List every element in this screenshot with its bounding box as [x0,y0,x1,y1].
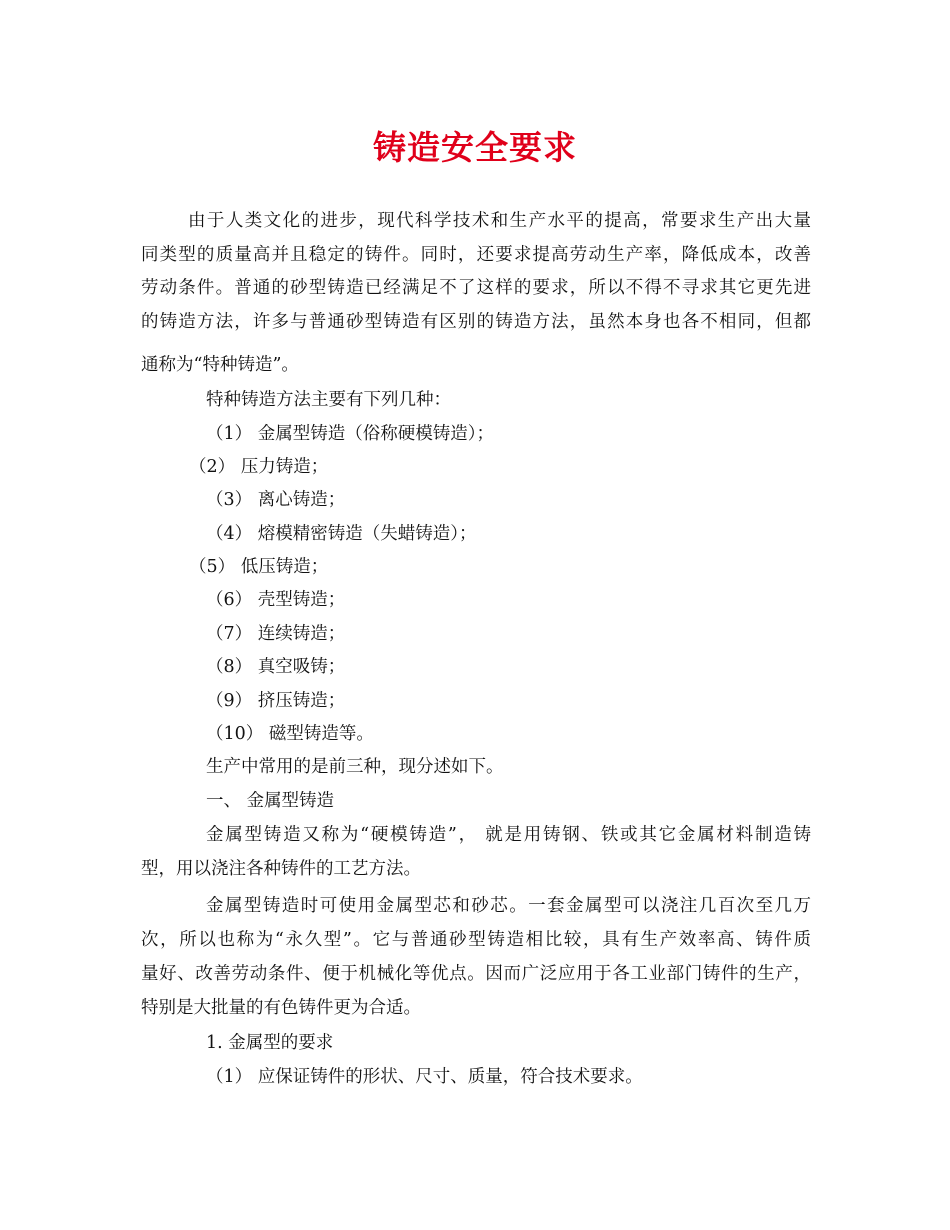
method-item-2: （2） 压力铸造； [189,457,329,477]
method-item-5: （5） 低压铸造； [189,557,329,577]
intro-line-4: 的铸造方法，许多与普通砂型铸造有区别的铸造方法，虽然本身也各不相同，但都 [141,312,811,332]
method-item-6: （6） 壳型铸造； [206,590,346,610]
section-heading-1: 一、 金属型铸造 [206,791,335,811]
method-item-8: （8） 真空吸铸； [206,657,346,677]
document-title: 铸造安全要求 [373,128,577,167]
intro-line-5: 通称为“特种铸造”。 [141,355,299,375]
intro-line-1: 由于人类文化的进步，现代科学技术和生产水平的提高，常要求生产出大量 [188,211,811,231]
subheading-1: 1. 金属型的要求 [206,1033,334,1053]
para2-line-2: 次，所以也称为“永久型”。它与普通砂型铸造相比较，具有生产效率高、铸件质 [141,930,811,950]
method-item-10: （10） 磁型铸造等。 [206,724,374,744]
method-item-9: （9） 挤压铸造； [206,691,346,711]
intro-line-3: 劳动条件。普通的砂型铸造已经满足不了这样的要求，所以不得不寻求其它更先进 [141,278,811,298]
method-item-7: （7） 连续铸造； [206,624,346,644]
para2-line-3: 量好、改善劳动条件、便于机械化等优点。因而广泛应用于各工业部门铸件的生产， [141,964,811,984]
para1-line-1: 金属型铸造又称为“硬模铸造”， 就是用铸钢、铁或其它金属材料制造铸 [206,825,811,845]
para1-line-2: 型，用以浇注各种铸件的工艺方法。 [141,859,421,879]
para2-line-4: 特别是大批量的有色铸件更为合适。 [141,998,421,1018]
para2-line-1: 金属型铸造时可使用金属型芯和砂芯。一套金属型可以浇注几百次至几万 [206,896,811,916]
common-note: 生产中常用的是前三种，现分述如下。 [206,757,504,777]
list-intro: 特种铸造方法主要有下列几种： [206,390,451,410]
intro-line-2: 同类型的质量高并且稳定的铸件。同时，还要求提高劳动生产率，降低成本，改善 [141,245,811,265]
method-item-3: （3） 离心铸造； [206,490,346,510]
requirement-item-1: （1） 应保证铸件的形状、尺寸、质量，符合技术要求。 [206,1067,643,1087]
method-item-1: （1） 金属型铸造（俗称硬模铸造）； [206,424,494,444]
method-item-4: （4） 熔模精密铸造（失蜡铸造）； [206,524,477,544]
